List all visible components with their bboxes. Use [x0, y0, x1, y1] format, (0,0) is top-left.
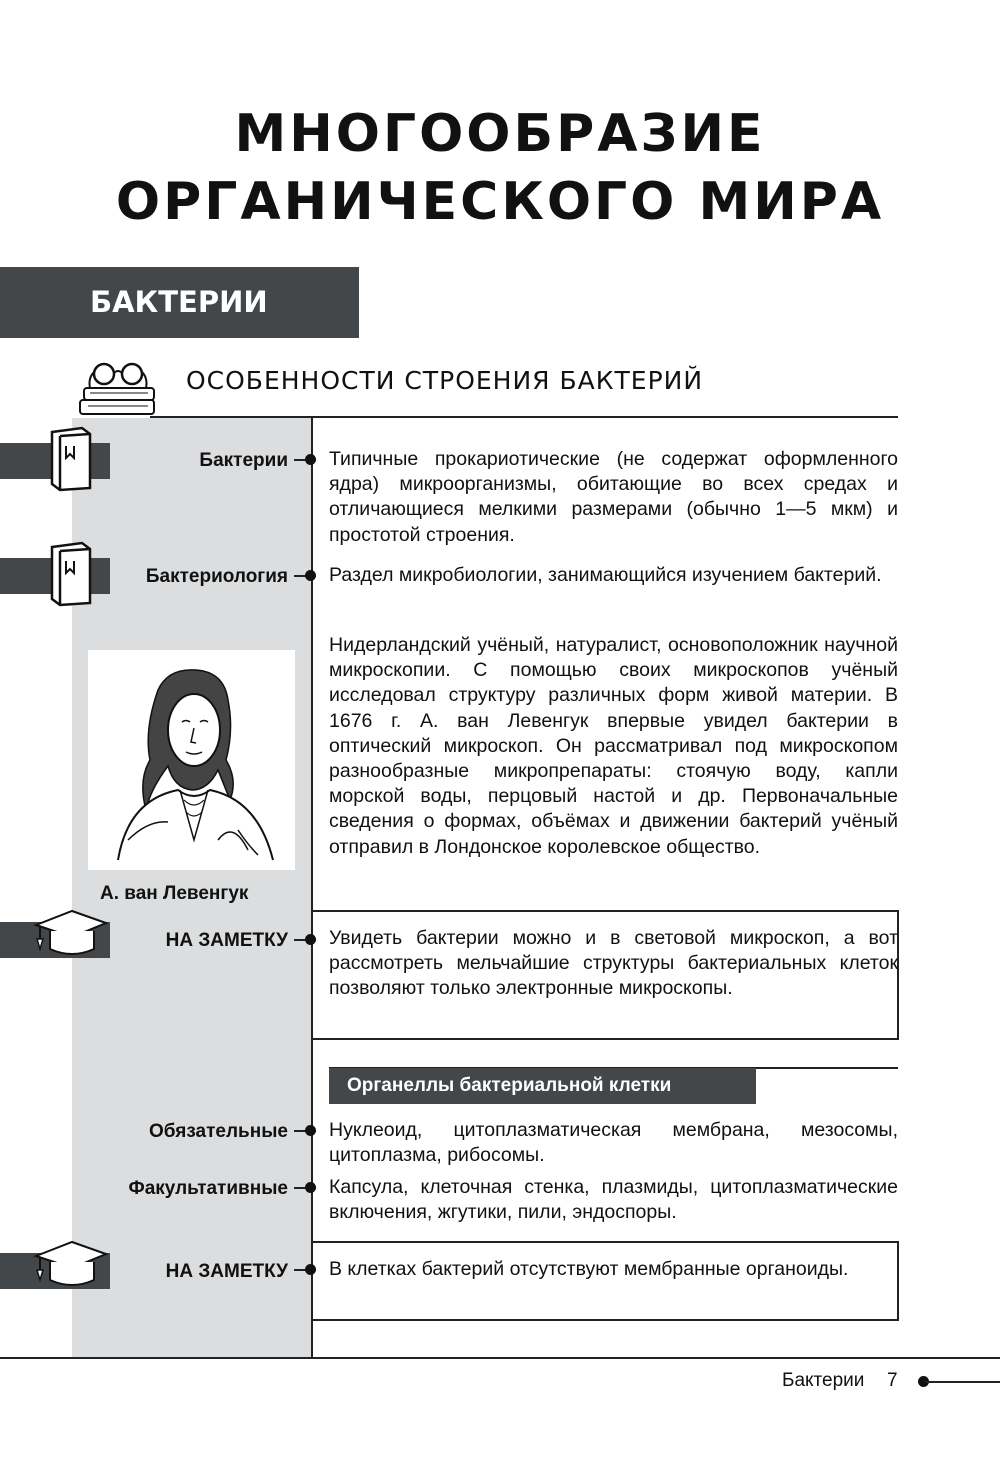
term-label-bacteria: Бактерии: [199, 450, 288, 471]
footer-rule: [925, 1381, 1000, 1383]
graduation-cap-icon: [32, 1236, 108, 1292]
organelle-label-optional: Факультативные: [128, 1178, 288, 1199]
term-text-bacteria: Типичные прокариотические (не содержат оформленного ядра) микроорганизмы, обитающие во всех средах и отличающиеся мелкими размерами (обычно 1—5 мкм) и простотой строения.: [329, 448, 898, 546]
note-label: НА ЗАМЕТКУ: [165, 1261, 288, 1282]
section-banner: БАКТЕРИИ: [0, 267, 359, 338]
organelles-heading: Органеллы бактериальной клетки: [329, 1068, 756, 1104]
portrait-drawing: [88, 650, 295, 870]
page-number: 7: [887, 1370, 898, 1391]
leeuwenhoek-text: Нидерландский учёный, натуралист, основоположник научной микроскопии. С помощью своих микроскопов учёный исследовал структуру различных форм живой материи. В 1676 г. А. ван Левенгук впервые увидел бактерии в оптический микроскоп. Он рассматривал под микроскопом разнообразные микропрепараты: стоячую воду, капли морской воды, перцовый настой и др. Первоначальные сведения о формах, объёмах и движении бактерий учёный отправил в Лондонское королевское общество.: [329, 634, 898, 858]
note-label: НА ЗАМЕТКУ: [165, 930, 288, 951]
subsection-title: ОСОБЕННОСТИ СТРОЕНИЯ БАКТЕРИЙ: [186, 366, 704, 395]
portrait-caption: А. ван Левенгук: [100, 883, 249, 904]
connector-dot: [305, 1125, 316, 1136]
term-label-bacteriology: Бактериология: [145, 566, 288, 587]
term-text-bacteriology: Раздел микробиологии, занимающийся изучением бактерий.: [329, 564, 882, 586]
connector-dot: [305, 570, 316, 581]
bottom-rule: [0, 1357, 1000, 1359]
footer-section: Бактерии: [782, 1370, 865, 1391]
note-text: В клетках бактерий отсутствуют мембранные органоиды.: [329, 1258, 849, 1280]
book-icon: [48, 426, 94, 492]
title-line-1: МНОГООБРАЗИЕ: [234, 104, 766, 164]
column-divider: [311, 418, 313, 1358]
organelle-label-required: Обязательные: [148, 1121, 288, 1142]
organelle-text-optional: Капсула, клеточная стенка, плазмиды, цитоплазматические включения, жгутики, пили, эндоспоры.: [329, 1176, 898, 1224]
connector-dot: [305, 454, 316, 465]
portrait-leeuwenhoek: [88, 650, 295, 870]
note-text: Увидеть бактерии можно и в световой микроскоп, а вот рассмотреть мельчайшие структуры бактериальных клеток позволяют только электронные микроскопы.: [329, 927, 898, 1000]
page-title: [0, 100, 1000, 236]
title-line-2: ОРГАНИЧЕСКОГО МИРА: [115, 172, 885, 232]
books-glasses-icon: [78, 358, 158, 420]
organelle-text-required: Нуклеоид, цитоплазматическая мембрана, мезосомы, цитоплазма, рибосомы.: [329, 1119, 898, 1167]
graduation-cap-icon: [32, 905, 108, 961]
book-icon: [48, 541, 94, 607]
connector-dot: [305, 1182, 316, 1193]
